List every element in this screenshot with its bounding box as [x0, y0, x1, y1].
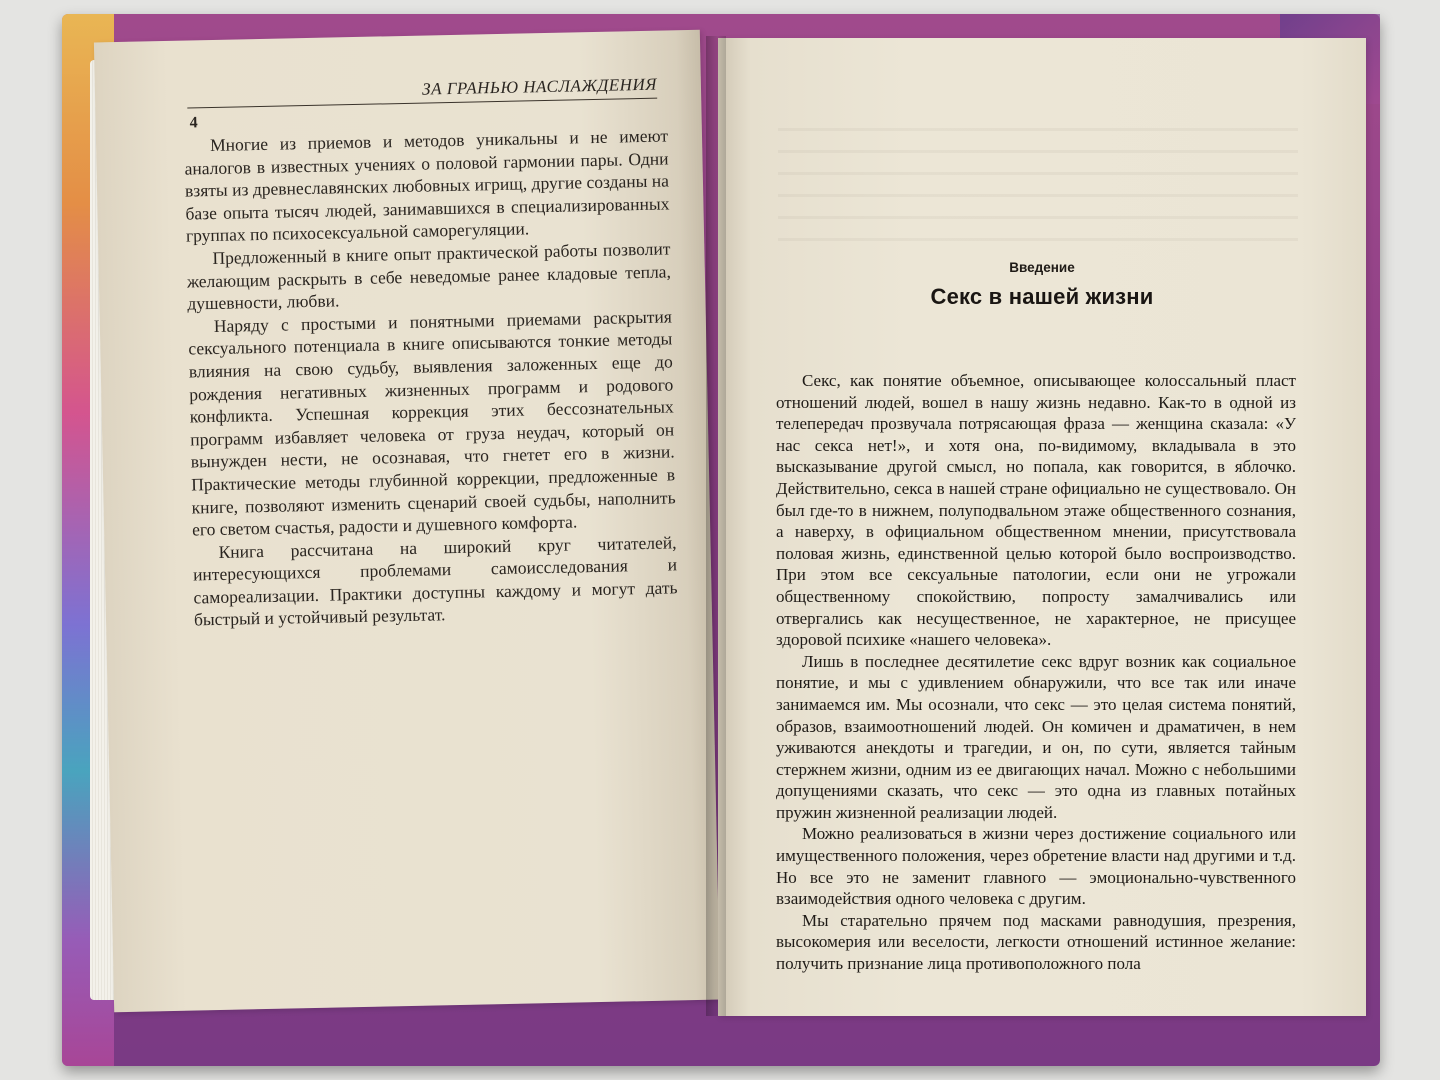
paragraph: Секс, как понятие объемное, описывающее колоссальный пласт отношений людей, вошел в нашу жизнь недавно. Как-то в одной из телепередач прозвучала потрясающая фраза — женщина сказала: «У нас секса нет!», и хотя она, по-видимому, вкладывала в это высказывание другой смысл, но попала, как говорится, в яблочко. Действительно, секса в нашей стране официально не существовало. Он был где-то в нижнем, полуподвальном этаже общественного сознания, а наверху, в официальном общественном мнении, присутствовала половая жизнь, единственной целью которой было воспроизводство. При этом все сексуальные патологии, если они не угрожали общественному спокойствию, попросту замалчивались или отвергались как несущественное, не характерное, не присущее здоровой психике «нашего человека».	[776, 371, 1296, 650]
section-label: Введение	[1009, 260, 1075, 275]
left-page	[94, 30, 720, 1012]
paragraph: Можно реализоваться в жизни через достижение социального или имущественного положения, через обретение власти над другими и т.д. Но все это не заменит главного — эмоционально-чувственного взаимодействия одного человека с другим.	[776, 824, 1296, 909]
right-page	[718, 38, 1366, 1016]
show-through-text	[778, 128, 1298, 248]
running-header: ЗА ГРАНЬЮ НАСЛАЖДЕНИЯ	[187, 75, 657, 109]
right-page-body	[776, 370, 1296, 975]
book-gutter	[706, 36, 726, 1016]
paragraph: Многие из приемов и методов уникальны и не имеют аналогов в известных учениях о половой гармонии пары. Одни взяты из древнеславянских любовных игрищ, другие созданы на базе опыта тысяч людей, занимавшихся в специализированных группах по психосексуальной саморегуляции.	[184, 125, 670, 246]
paragraph: Мы старательно прячем под масками равнодушия, презрения, высокомерия или веселости, легкости отношений истинное желание: получить признание лица противоположного пола	[776, 910, 1296, 974]
left-page-body	[184, 124, 678, 631]
paragraph: Наряду с простыми и понятными приемами раскрытия сексуального потенциала в книге описываются тонкие методы влияния на свою судьбу, выявления заложенных еще до рождения негативных жизненных программ и родового конфликта. Успешная коррекция этих бессознательных программ избавляет человека от груза неудач, который он вынужден нести, не осознавая, что гнетет его в жизни. Практические методы глубинной коррекции, предложенные в книге, позволяют изменить сценарий своей судьбы, наполнить его светом счастья, радости и душевного комфорта.	[188, 306, 676, 540]
chapter-title: Секс в нашей жизни	[930, 284, 1154, 309]
page-number: 4	[189, 114, 198, 132]
paragraph: Предложенный в книге опыт практической работы позволит желающим раскрыть в себе неведомые ранее кладовые тепла, душевности, любви.	[186, 238, 672, 314]
paragraph: Лишь в последнее десятилетие секс вдруг возник как социальное понятие, и мы с удивлением обнаружили, что все так или иначе занимаемся им. Мы осознали, что секс — это целая система понятий, образов, взаимоотношений людей. Он комичен и драматичен, в нем уживаются анекдоты и трагедии, и он, по сути, является тайным стержнем жизни, одним из ее двигающих начал. Можно с небольшими допущениями сказать, что секс — это одна из главных потайных пружин жизненной реализации людей.	[776, 651, 1296, 822]
paragraph: Книга рассчитана на широкий круг читателей, интересующихся проблемами самоисследования и самореализации. Практики доступны каждому и могут дать быстрый и устойчивый результат.	[192, 532, 678, 630]
